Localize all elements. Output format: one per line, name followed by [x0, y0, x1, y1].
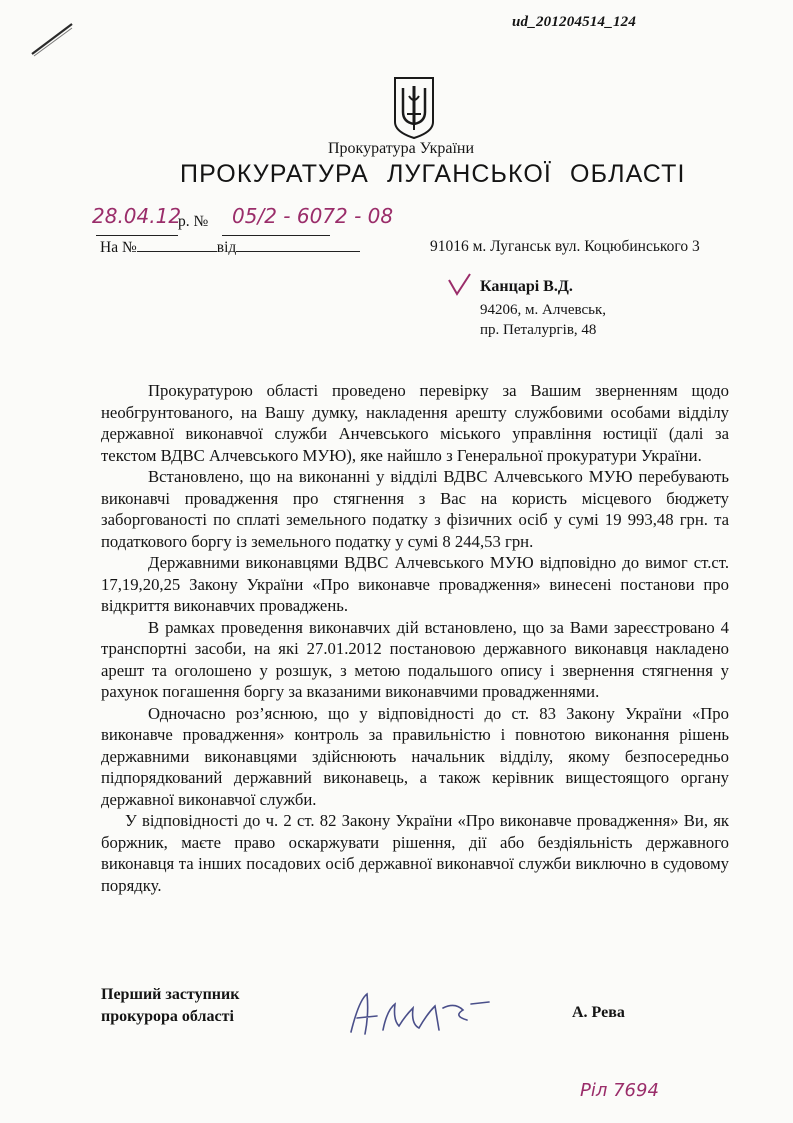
checkmark-icon: [446, 272, 472, 298]
reference-number-label: На №: [100, 239, 137, 256]
svg-text:Рiл 7694: Рiл 7694: [580, 1080, 659, 1101]
sender-address: 91016 м. Луганськ вул. Коцюбинського 3: [430, 238, 700, 255]
handwritten-note: [580, 1074, 670, 1104]
reference-number-blank: [137, 239, 217, 252]
staple-mark: [28, 20, 78, 60]
registration-number: 05/2 - 6072 - 08: [232, 204, 394, 228]
signer-title-line2: прокурора області: [101, 1008, 234, 1025]
body-paragraph-6: У відповідності до ч. 2 ст. 82 Закону України «Про виконавче провадження» Ви, як боржник, маєте право оскаржувати рішення, дії або бездіяльність державного виконавця та інших посадових осіб державної виконавчої служби виключно в судовому порядку.: [101, 811, 729, 895]
body-paragraph-5: Одночасно роз’яснюю, що у відповідності до ст. 83 Закону України «Про виконавче провадження» контроль за правильністю і повнотою виконання рішень державними виконавцями здійснюють начальник відділу, якому безпосередньо підпорядкований державний виконавець, а також керівник вищестоящого органу державної виконавчої служби.: [101, 703, 729, 809]
handwritten-signature: [343, 990, 493, 1040]
reference-date-blank: [236, 239, 360, 252]
registration-date: 28.04.12: [92, 204, 182, 228]
org-title: ПРОКУРАТУРА ЛУГАНСЬКОЇ ОБЛАСТІ: [180, 160, 686, 188]
reference-date-label: від: [216, 239, 237, 256]
document-id: ud_201204514_124: [512, 14, 637, 30]
signer-name: А. Рева: [572, 1004, 625, 1021]
recipient-address-line2: пр. Петалургів, 48: [480, 322, 597, 338]
letter-body: [101, 380, 729, 896]
org-subtitle: Прокуратура України: [328, 140, 475, 157]
registration-number-label: р. №: [178, 213, 209, 230]
reference-line: [100, 239, 360, 257]
registration-underline-1: [96, 235, 178, 236]
signer-title: [101, 984, 239, 1028]
signer-title-line1: Перший заступник: [101, 986, 240, 1003]
recipient-address-line1: 94206, м. Алчевськ,: [480, 302, 607, 318]
body-paragraph-2: Встановлено, що на виконанні у відділі ВДВС Алчевського МУЮ перебувають виконавчі провадження про стягнення з Вас на користь місцевого бюджету заборгованості по сплаті земельного податку з фізичних осіб у сумі 19 993,48 грн. та податкового боргу із земельного податку у сумі 8 244,53 грн.: [101, 467, 729, 551]
body-paragraph-4: В рамках проведення виконавчих дій встановлено, що за Вами зареєстровано 4 транспортні засоби, на які 27.01.2012 постановою державного виконавця накладено арешт та оголошено у розшук, з метою подальшого опису і звернення стягнення у рахунок погашення боргу за вказаними виконавчими провадженнями.: [101, 617, 729, 701]
registration-underline-2: [222, 235, 330, 236]
recipient-name: Канцарі В.Д.: [480, 278, 573, 295]
body-paragraph-3: Державними виконавцями ВДВС Алчевського МУЮ відповідно до вимог ст.ст. 17,19,20,25 Закону України «Про виконавче провадження» винесені постанови про відкриття виконавчих проваджень.: [101, 553, 729, 615]
body-paragraph-1: Прокуратурою області проведено перевірку за Вашим зверненням щодо необгрунтованого, на Вашу думку, накладення арешту службовими особами відділу державної виконавчої служби Анчевського міського управління юстиції (далі за текстом ВДВС Алчевського МУЮ), яке найшло з Генеральної прокуратури України.: [101, 381, 729, 465]
trident-emblem-icon: [391, 74, 437, 140]
